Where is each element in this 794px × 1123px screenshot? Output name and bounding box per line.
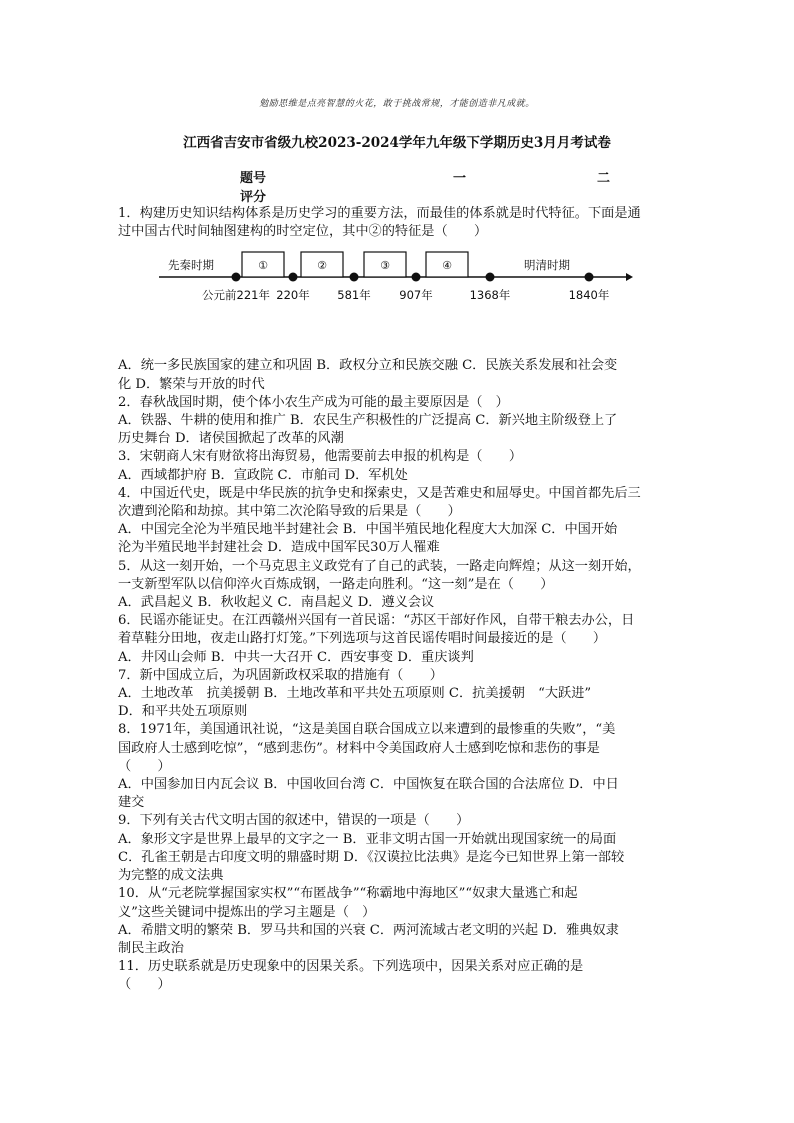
- text-line: 一支新型军队以信仰淬火百炼成钢，一路走向胜利。“这一刻”是在（ ）: [118, 576, 554, 592]
- text-line: A．西域都护府 B．宣政院 C．市舶司 D．军机处: [118, 467, 408, 483]
- text-line: A．井冈山会师 B．中共一大召开 C．西安事变 D．重庆谈判: [118, 649, 474, 665]
- text-line: 3．宋朝商人宋有财欲将出海贸易，他需要前去申报的机构是（ ）: [118, 449, 523, 465]
- text-line: 6．民谣亦能证史。在江西赣州兴国有一首民谣：“苏区干部好作风，自带干粮去办公，日: [118, 613, 635, 629]
- text-line: 国政府人士感到吃惊”，“感到悲伤”。材料中令美国政府人士感到吃惊和悲伤的事是: [118, 740, 600, 756]
- score-row-score: [240, 186, 640, 205]
- text-line: 制民主政治: [118, 940, 184, 956]
- text-line: A．象形文字是世界上最早的文字之一 B．亚非文明古国一开始就出现国家统一的局面: [118, 831, 617, 847]
- timeline-tick-label: 907年: [399, 288, 433, 303]
- text-line: 建交: [118, 795, 145, 811]
- text-line: 5．从这一刻开始，一个马克思主义政党有了自己的武装，一路走向辉煌；从这一刻开始，: [118, 558, 641, 574]
- text-line: D．和平共处五项原则: [118, 704, 248, 720]
- text-line: 10．从“元老院掌握国家实权”“布匿战争”“称霸地中海地区”“奴隶大量逃亡和起: [118, 886, 578, 902]
- timeline-right-label: 明清时期: [524, 258, 570, 273]
- text-line: 11．历史联系就是历史现象中的因果关系。下列选项中，因果关系对应正确的是: [118, 959, 584, 975]
- timeline-dot: [289, 273, 298, 282]
- text-line: （ ）: [118, 758, 171, 774]
- text-line: A．土地改革 抗美援朝 B．土地改革和平共处五项原则 C．抗美援朝 “大跃进”: [118, 686, 592, 702]
- text-line: 化 D．繁荣与开放的时代: [118, 376, 265, 392]
- question-content: [118, 205, 678, 995]
- exam-title: 江西省吉安市省级九校2023-2024学年九年级下学期历史3月月考试卷: [183, 135, 611, 151]
- text-line: 过中国古代时间轴图建构的时空定位，其中②的特征是（ ）: [118, 224, 488, 240]
- period-box-2-label: ②: [317, 259, 327, 273]
- period-box-3-label: ③: [380, 259, 390, 273]
- section-one-label: 一: [453, 171, 467, 186]
- text-line: A．统一多民族国家的建立和巩固 B．政权分立和民族交融 C．民族关系发展和社会变: [118, 358, 618, 374]
- text-line: A．希腊文明的繁荣 B．罗马共和国的兴衰 C．两河流域古老文明的兴起 D．雅典奴隶: [118, 922, 619, 938]
- timeline-tick-label: 1368年: [469, 288, 511, 303]
- text-line: 9．下列有关古代文明古国的叙述中，错误的一项是（ ）: [118, 813, 470, 829]
- score-table: [240, 167, 640, 205]
- timeline-tick-label: 1840年: [568, 288, 610, 303]
- text-line: A．中国参加日内瓦会议 B．中国收回台湾 C．中国恢复在联合国的合法席位 D．中日: [118, 777, 619, 793]
- text-line: A．武昌起义 B．秋收起义 C．南昌起义 D．遵义会议: [118, 595, 435, 611]
- timeline-figure: [118, 247, 678, 329]
- text-line: A．中国完全沦为半殖民地半封建社会 B．中国半殖民地化程度大大加深 C．中国开始: [118, 522, 618, 538]
- text-line: 1．构建历史知识结构体系是历史学习的重要方法，而最佳的体系就是时代特征。下面是通: [118, 206, 641, 221]
- timeline-tick-label: 220年: [276, 288, 310, 303]
- section-two-label: 二: [597, 171, 611, 186]
- text-line: （ ）: [118, 977, 171, 993]
- timeline-dot: [486, 273, 495, 282]
- text-line: 次遭到沦陷和劫掠。其中第二次沦陷导致的后果是（ ）: [118, 504, 461, 520]
- arrow-icon: [626, 273, 633, 281]
- timeline-dot: [232, 273, 241, 282]
- question-number-label: 题号: [240, 171, 267, 186]
- period-box-1-label: ①: [258, 259, 268, 273]
- text-line: 义”这些关键词中提炼出的学习主题是（ ）: [118, 904, 376, 920]
- timeline-left-label: 先秦时期: [168, 258, 214, 273]
- text-line: 着草鞋分田地，夜走山路打灯笼。”下列选项与这首民谣传唱时间最接近的是（ ）: [118, 631, 607, 647]
- text-line: A．铁器、牛耕的使用和推广 B．农民生产积极性的广泛提高 C．新兴地主阶级登上了: [118, 413, 618, 429]
- score-row-header: [240, 167, 640, 186]
- timeline-dot: [412, 273, 421, 282]
- text-line: C．孔雀王朝是古印度文明的鼎盛时期 D．《汉谟拉比法典》是迄今已知世界上第一部较: [118, 849, 625, 865]
- text-line: 历史舞台 D．诸侯国掀起了改革的风潮: [118, 431, 344, 447]
- text-line: 2．春秋战国时期，使个体小农生产成为可能的最主要原因是（ ）: [118, 394, 509, 410]
- text-line: 8．1971年，美国通讯社说，“这是美国自联合国成立以来遭到的最惨重的失败”，“美: [118, 722, 616, 738]
- text-line: 4．中国近代史，既是中华民族的抗争史和探索史，又是苦难史和屈辱史。中国首都先后三: [118, 485, 641, 501]
- period-box-4-label: ④: [442, 259, 452, 273]
- timeline-tick-label: 公元前221年: [202, 288, 270, 303]
- motto-header: 勉励思维是点亮智慧的火花，敢于挑战常规，才能创造非凡成就。: [259, 99, 535, 109]
- timeline-svg: [156, 247, 636, 329]
- timeline-tick-label: 581年: [337, 288, 371, 303]
- text-line: 7．新中国成立后，为巩固新政权采取的措施有（ ）: [118, 667, 443, 683]
- timeline-dot: [585, 273, 594, 282]
- score-label: 评分: [240, 190, 267, 205]
- text-line: 为完整的成文法典: [118, 868, 224, 884]
- text-line: 沦为半殖民地半封建社会 D．造成中国军民30万人罹难: [118, 540, 440, 556]
- timeline-dot: [350, 273, 359, 282]
